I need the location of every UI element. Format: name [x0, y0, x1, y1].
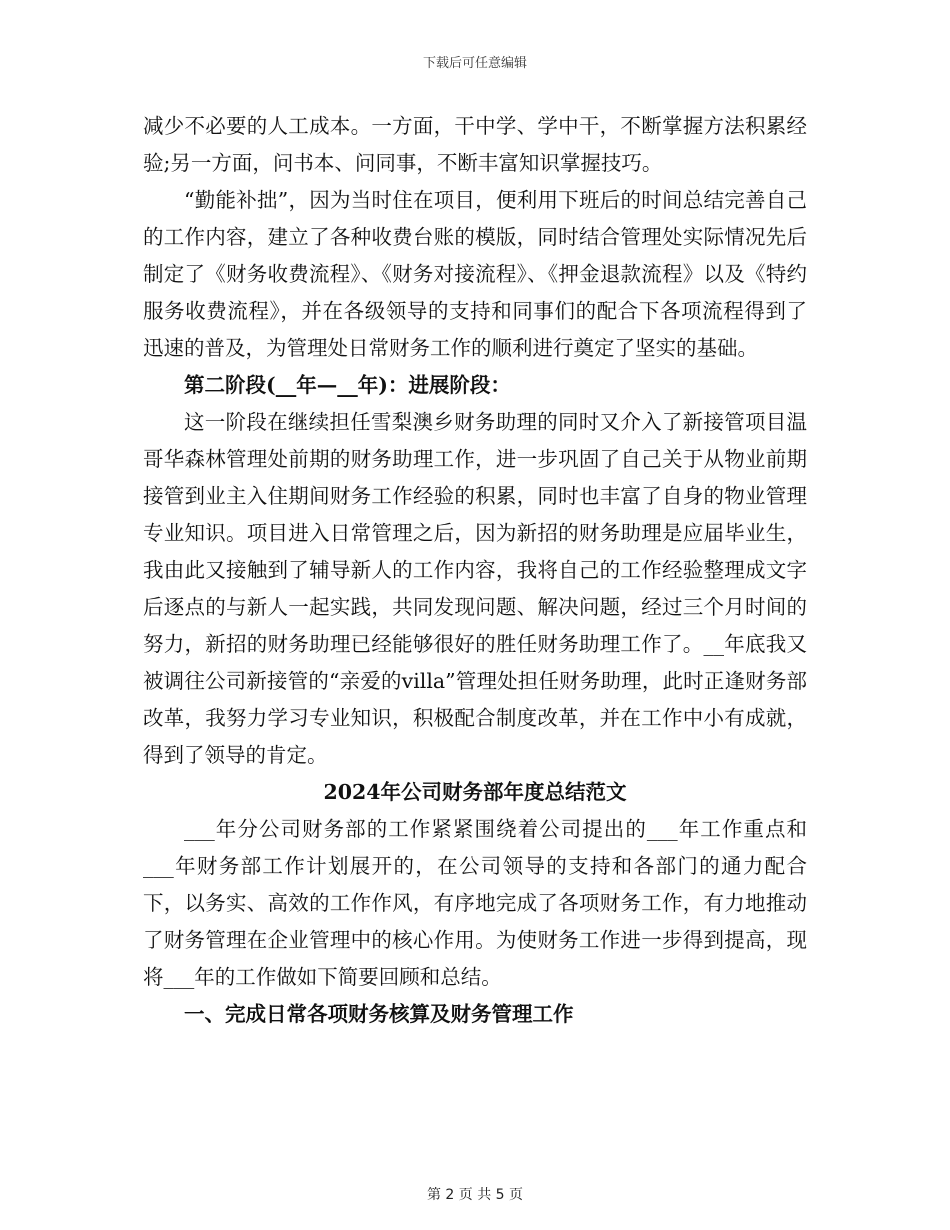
paragraph-intro: ___年分公司财务部的工作紧紧围绕着公司提出的___年工作重点和___年财务部工作计划展开的，在公司领导的支持和各部门的通力配合下，以务实、高效的工作作风，有序地完成了各项财务工作，有力地推动了财务管理在企业管理中的核心作用。为使财务工作进一步得到提高，现将___年的工作做如下简要回顾和总结。 [143, 817, 807, 989]
page-header: 下载后可任意编辑 [422, 56, 527, 71]
section-heading-one: 一、完成日常各项财务核算及财务管理工作 [184, 1002, 574, 1026]
paragraph-diligence: “勤能补拙”，因为当时住在项目，便利用下班后的时间总结完善自己的工作内容，建立了各种收费台账的模版，同时结合管理处实际情况先后制定了《财务收费流程》、《财务对接流程》、《押金退款流程》以及《特约服务收费流程》，并在各级领导的支持和同事们的配合下各项流程得到了迅速的普及，为管理处日常财务工作的顺利进行奠定了坚实的基础。 [143, 188, 807, 360]
document-body [143, 108, 807, 1033]
page-footer: 第 2 页 共 5 页 [426, 1187, 524, 1203]
paragraph-stage-two: 这一阶段在继续担任雪梨澳乡财务助理的同时又介入了新接管项目温哥华森林管理处前期的财务助理工作，进一步巩固了自己关于从物业前期接管到业主入住期间财务工作经验的积累，同时也丰富了自身的物业管理专业知识。项目进入日常管理之后，因为新招的财务助理是应届毕业生，我由此又接触到了辅导新人的工作内容，我将自己的工作经验整理成文字后逐点的与新人一起实践，共同发现问题、解决问题，经过三个月时间的努力，新招的财务助理已经能够很好的胜任财务助理工作了。__年底我又被调往公司新接管的“亲爱的villa”管理处担任财务助理，此时正逢财务部改革，我努力学习专业知识，积极配合制度改革，并在工作中小有成就，得到了领导的肯定。 [143, 410, 807, 767]
section-heading-stage-two: 第二阶段(__年—__年)：进展阶段： [184, 373, 511, 397]
paragraph-continued: 减少不必要的人工成本。一方面，干中学、学中干，不断掌握方法积累经验;另一方面，问书本、问同事，不断丰富知识掌握技巧。 [143, 114, 807, 175]
document-title: 2024年公司财务部年度总结范文 [323, 780, 627, 804]
